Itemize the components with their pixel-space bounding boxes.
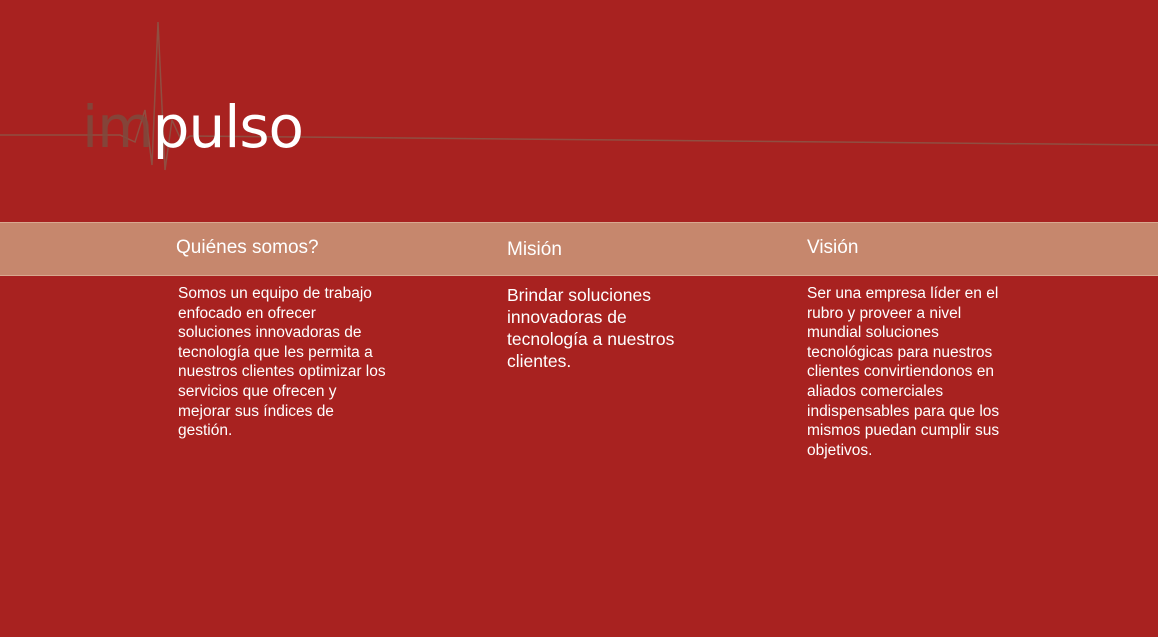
logo-suffix: pulso <box>152 93 304 161</box>
header-band <box>0 222 1158 276</box>
quienes-somos-text: Somos un equipo de trabajo enfocado en ofrecer soluciones innovadoras de tecnología que les permita a nuestros clientes optimizar los servicios que ofrecen y mejorar sus índices de gestión. <box>178 285 386 440</box>
logo-wordmark <box>82 92 303 162</box>
logo <box>0 0 1158 200</box>
vision-title: Visión <box>807 237 859 258</box>
vision-text: Ser una empresa líder en el rubro y proveer a nivel mundial soluciones tecnológicas para nuestros clientes convirtiendonos en aliados comerciales indispensables para que los mismos puedan cumplir sus objetivos. <box>807 285 1000 459</box>
logo-prefix: im <box>82 93 153 161</box>
mision-title: Misión <box>507 239 562 260</box>
mision-text: Brindar soluciones innovadoras de tecnología a nuestros clientes. <box>507 285 675 371</box>
quienes-somos-title: Quiénes somos? <box>176 237 319 258</box>
